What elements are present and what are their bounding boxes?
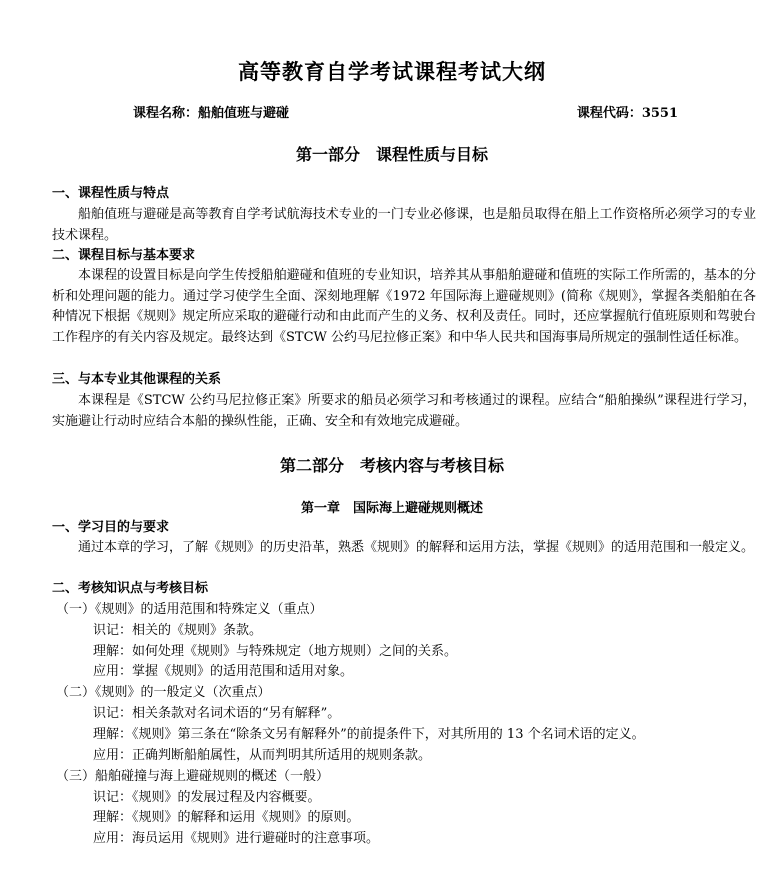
part2-section1-body: 通过本章的学习，了解《规则》的历史沿革，熟悉《规则》的解释和运用方法，掌握《规则》的适用范围和一般定义。 xyxy=(78,540,755,555)
part1-section1-body: 船舶值班与避碰是高等教育自学考试航海技术专业的一门专业必修课，也是船员取得在船上工作资格所必须学习的专业技术课程。 xyxy=(52,207,756,243)
topic3-item: 识记：《规则》的发展过程及内容概要。 xyxy=(93,790,321,805)
topic2-item: 理解：《规则》第三条在“除条文另有解释外”的前提条件下，对其所用的 13 个名词术语的定义。 xyxy=(93,727,645,742)
part1-section1-heading: 一、课程性质与特点 xyxy=(52,186,170,201)
course-info-row xyxy=(133,102,678,120)
part1-section3-body: 本课程是《STCW 公约马尼拉修正案》所要求的船员必须学习和考核通过的课程。应结合“船舶操纵”课程进行学习，实施避让行动时应结合本船的操纵性能，正确、安全和有效地完成避碰。 xyxy=(52,393,756,429)
topic1-item: 应用：掌握《规则》的适用范围和适用对象。 xyxy=(93,664,354,679)
topic3-item: 应用：海员运用《规则》进行避碰时的注意事项。 xyxy=(93,831,380,846)
part2-title: 第二部分 考核内容与考核目标 xyxy=(279,456,504,475)
part1-section2-heading: 二、课程目标与基本要求 xyxy=(52,248,196,263)
course-code: 课程代码：3551 xyxy=(576,106,678,121)
topic1-item: 识记：相关的《规则》条款。 xyxy=(93,623,263,638)
topic1-item: 理解：如何处理《规则》与特殊规定（地方规则）之间的关系。 xyxy=(93,644,458,659)
part1-section3-heading: 三、与本专业其他课程的关系 xyxy=(52,372,222,387)
topic3-item: 理解：《规则》的解释和运用《规则》的原则。 xyxy=(93,810,360,825)
topic2-item: 识记：相关条款对名词术语的“另有解释”。 xyxy=(93,706,341,721)
topic3-heading: （三）船舶碰撞与海上避碰规则的概述（一般） xyxy=(56,769,330,784)
topic2-heading: （二）《规则》的一般定义（次重点） xyxy=(56,685,271,700)
part1-title: 第一部分 课程性质与目标 xyxy=(295,145,488,164)
part2-section2-heading: 二、考核知识点与考核目标 xyxy=(52,581,209,596)
part2-section1-heading: 一、学习目的与要求 xyxy=(52,520,170,535)
document-title: 高等教育自学考试课程考试大纲 xyxy=(238,59,546,84)
chapter1-title: 第一章 国际海上避碰规则概述 xyxy=(300,501,483,516)
part1-section2-body: 本课程的设置目标是向学生传授船舶避碰和值班的专业知识，培养其从事船舶避碰和值班的实际工作所需的，基本的分析和处理问题的能力。通过学习使学生全面、深刻地理解《1972 年国际海上避碰规则》(简称《规则》，掌握各类船舶在各种情况下根据《规则》规定所应采取的避碰行动和由此而产生的义务、权利及责任。同时，还应掌握航行值班原则和驾驶台工作程序的有关内容及规定。最终达到《STCW 公约马尼拉修正案》和中华人民共和国海事局所规定的强制性适任标准。 xyxy=(52,268,756,345)
topic2-item: 应用：正确判断船舶属性，从而判明其所适用的规则条款。 xyxy=(93,748,432,763)
course-name: 课程名称：船舶值班与避碰 xyxy=(133,106,290,121)
topic1-heading: （一）《规则》的适用范围和特殊定义（重点） xyxy=(56,602,323,617)
